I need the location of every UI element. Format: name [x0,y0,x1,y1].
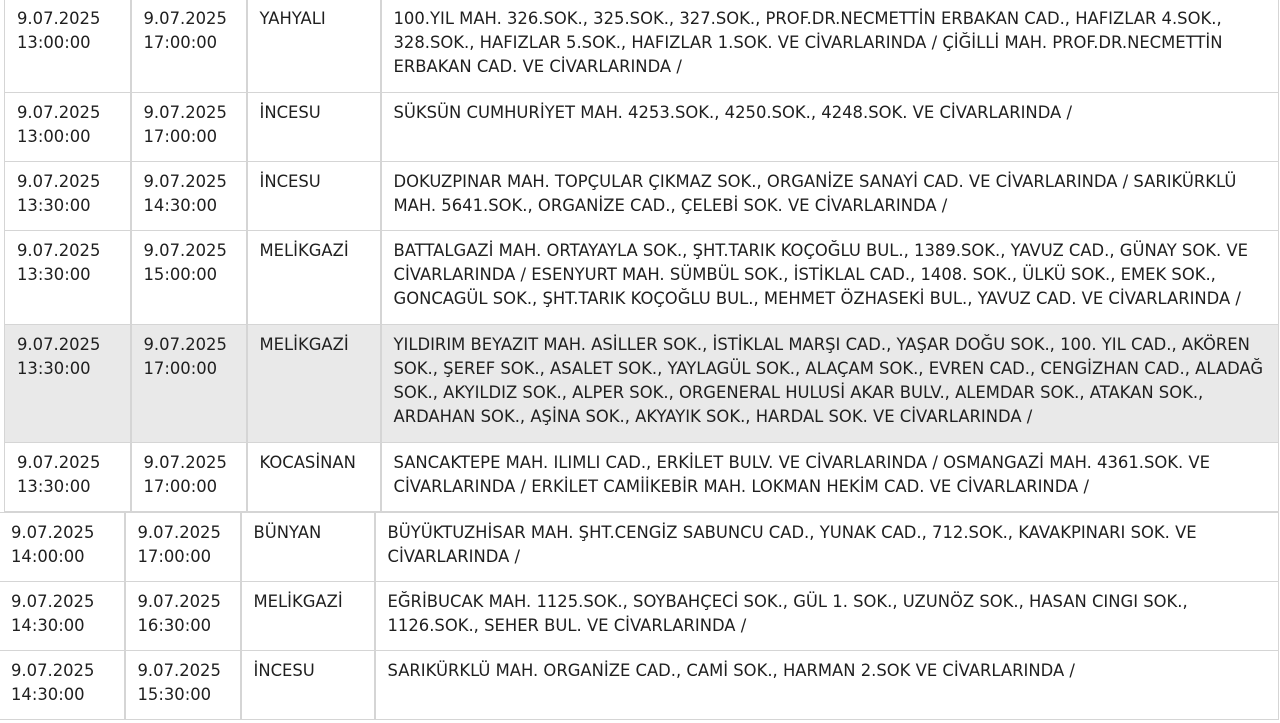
outage-table-bottom [0,512,1279,720]
address-cell: DOKUZPINAR MAH. TOPÇULAR ÇIKMAZ SOK., ORGANİZE SANAYİ CAD. VE CİVARLARINDA / SARIKÜRKLÜ MAH. 5641.SOK., ORGANİZE CAD., ÇELEBİ SOK. VE CİVARLARINDA / [381,162,1279,231]
end-time: 17:00:00 [143,127,218,146]
end-cell [131,325,247,443]
start-time: 13:30:00 [17,477,91,496]
district-cell: KOCASİNAN [247,443,381,512]
start-time: 14:00:00 [11,547,85,566]
end-date: 9.07.2025 [143,9,227,28]
start-date: 9.07.2025 [17,241,101,260]
table-row [5,231,1279,325]
table-row [0,651,1279,720]
district-cell: MELİKGAZİ [241,582,375,651]
end-date: 9.07.2025 [137,523,221,542]
start-date: 9.07.2025 [17,453,101,472]
start-date: 9.07.2025 [17,172,101,191]
start-time: 13:00:00 [17,127,91,146]
end-cell [131,443,247,512]
end-date: 9.07.2025 [143,335,227,354]
start-cell [5,0,131,93]
start-date: 9.07.2025 [11,523,95,542]
outage-table-top [4,0,1279,512]
start-time: 13:30:00 [17,359,91,378]
address-cell: 100.YIL MAH. 326.SOK., 325.SOK., 327.SOK., PROF.DR.NECMETTİN ERBAKAN CAD., HAFIZLAR 4.SOK., 328.SOK., HAFIZLAR 5.SOK., HAFIZLAR 1.SOK. VE CİVARLARINDA / ÇİĞİLLİ MAH. PROF.DR.NECMETTİN ERBAKAN CAD. VE CİVARLARINDA / [381,0,1279,93]
start-cell [0,651,125,720]
end-date: 9.07.2025 [143,453,227,472]
end-date: 9.07.2025 [143,172,227,191]
start-time: 13:30:00 [17,196,91,215]
table-row [0,513,1279,582]
end-time: 15:30:00 [137,685,212,704]
end-date: 9.07.2025 [143,103,227,122]
end-time: 17:00:00 [137,547,212,566]
address-cell: SÜKSÜN CUMHURİYET MAH. 4253.SOK., 4250.SOK., 4248.SOK. VE CİVARLARINDA / [381,93,1279,162]
end-time: 17:00:00 [143,477,218,496]
district-cell: MELİKGAZİ [247,231,381,325]
table-row [5,0,1279,93]
table-row [5,443,1279,512]
end-cell [131,162,247,231]
table-row [5,93,1279,162]
district-cell: BÜNYAN [241,513,375,582]
end-cell [131,93,247,162]
address-cell: SANCAKTEPE MAH. ILIMLI CAD., ERKİLET BULV. VE CİVARLARINDA / OSMANGAZİ MAH. 4361.SOK. VE CİVARLARINDA / ERKİLET CAMİİKEBİR MAH. LOKMAN HEKİM CAD. VE CİVARLARINDA / [381,443,1279,512]
end-cell [125,513,241,582]
district-cell: İNCESU [247,93,381,162]
start-date: 9.07.2025 [11,661,95,680]
address-cell: BÜYÜKTUZHİSAR MAH. ŞHT.CENGİZ SABUNCU CAD., YUNAK CAD., 712.SOK., KAVAKPINARI SOK. VE CİVARLARINDA / [375,513,1279,582]
end-date: 9.07.2025 [137,661,221,680]
start-time: 13:00:00 [17,33,91,52]
end-date: 9.07.2025 [143,241,227,260]
start-cell [5,443,131,512]
district-cell: İNCESU [241,651,375,720]
table-row [0,582,1279,651]
address-cell: YILDIRIM BEYAZIT MAH. ASİLLER SOK., İSTİKLAL MARŞI CAD., YAŞAR DOĞU SOK., 100. YIL CAD., AKÖREN SOK., ŞEREF SOK., ASALET SOK., YAYLAGÜL SOK., ALAÇAM SOK., EVREN CAD., CENGİZHAN CAD., ALADAĞ SOK., AKYILDIZ SOK., ALPER SOK., ORGENERAL HULUSİ AKAR BULV., ALEMDAR SOK., ATAKAN SOK., ARDAHAN SOK., AŞİNA SOK., AKYAYIK SOK., HARDAL SOK. VE CİVARLARINDA / [381,325,1279,443]
end-time: 14:30:00 [143,196,218,215]
table-row [5,325,1279,443]
end-cell [131,231,247,325]
address-cell: BATTALGAZİ MAH. ORTAYAYLA SOK., ŞHT.TARIK KOÇOĞLU BUL., 1389.SOK., YAVUZ CAD., GÜNAY SOK. VE CİVARLARINDA / ESENYURT MAH. SÜMBÜL SOK., İSTİKLAL CAD., 1408. SOK., ÜLKÜ SOK., EMEK SOK., GONCAGÜL SOK., ŞHT.TARIK KOÇOĞLU BUL., MEHMET ÖZHASEKİ BUL., YAVUZ CAD. VE CİVARLARINDA / [381,231,1279,325]
address-cell: EĞRİBUCAK MAH. 1125.SOK., SOYBAHÇECİ SOK., GÜL 1. SOK., UZUNÖZ SOK., HASAN CINGI SOK., 1126.SOK., SEHER BUL. VE CİVARLARINDA / [375,582,1279,651]
table-row [5,162,1279,231]
start-time: 14:30:00 [11,616,85,635]
end-date: 9.07.2025 [137,592,221,611]
end-time: 17:00:00 [143,359,218,378]
district-cell: İNCESU [247,162,381,231]
address-cell: SARIKÜRKLÜ MAH. ORGANİZE CAD., CAMİ SOK., HARMAN 2.SOK VE CİVARLARINDA / [375,651,1279,720]
start-cell [0,513,125,582]
end-time: 15:00:00 [143,265,218,284]
end-cell [131,0,247,93]
district-cell: MELİKGAZİ [247,325,381,443]
district-cell: YAHYALI [247,0,381,93]
start-time: 13:30:00 [17,265,91,284]
start-time: 14:30:00 [11,685,85,704]
start-cell [0,582,125,651]
end-cell [125,651,241,720]
end-time: 16:30:00 [137,616,212,635]
start-cell [5,231,131,325]
start-date: 9.07.2025 [11,592,95,611]
start-date: 9.07.2025 [17,103,101,122]
start-cell [5,162,131,231]
start-cell [5,93,131,162]
end-time: 17:00:00 [143,33,218,52]
start-date: 9.07.2025 [17,335,101,354]
start-cell [5,325,131,443]
start-date: 9.07.2025 [17,9,101,28]
end-cell [125,582,241,651]
